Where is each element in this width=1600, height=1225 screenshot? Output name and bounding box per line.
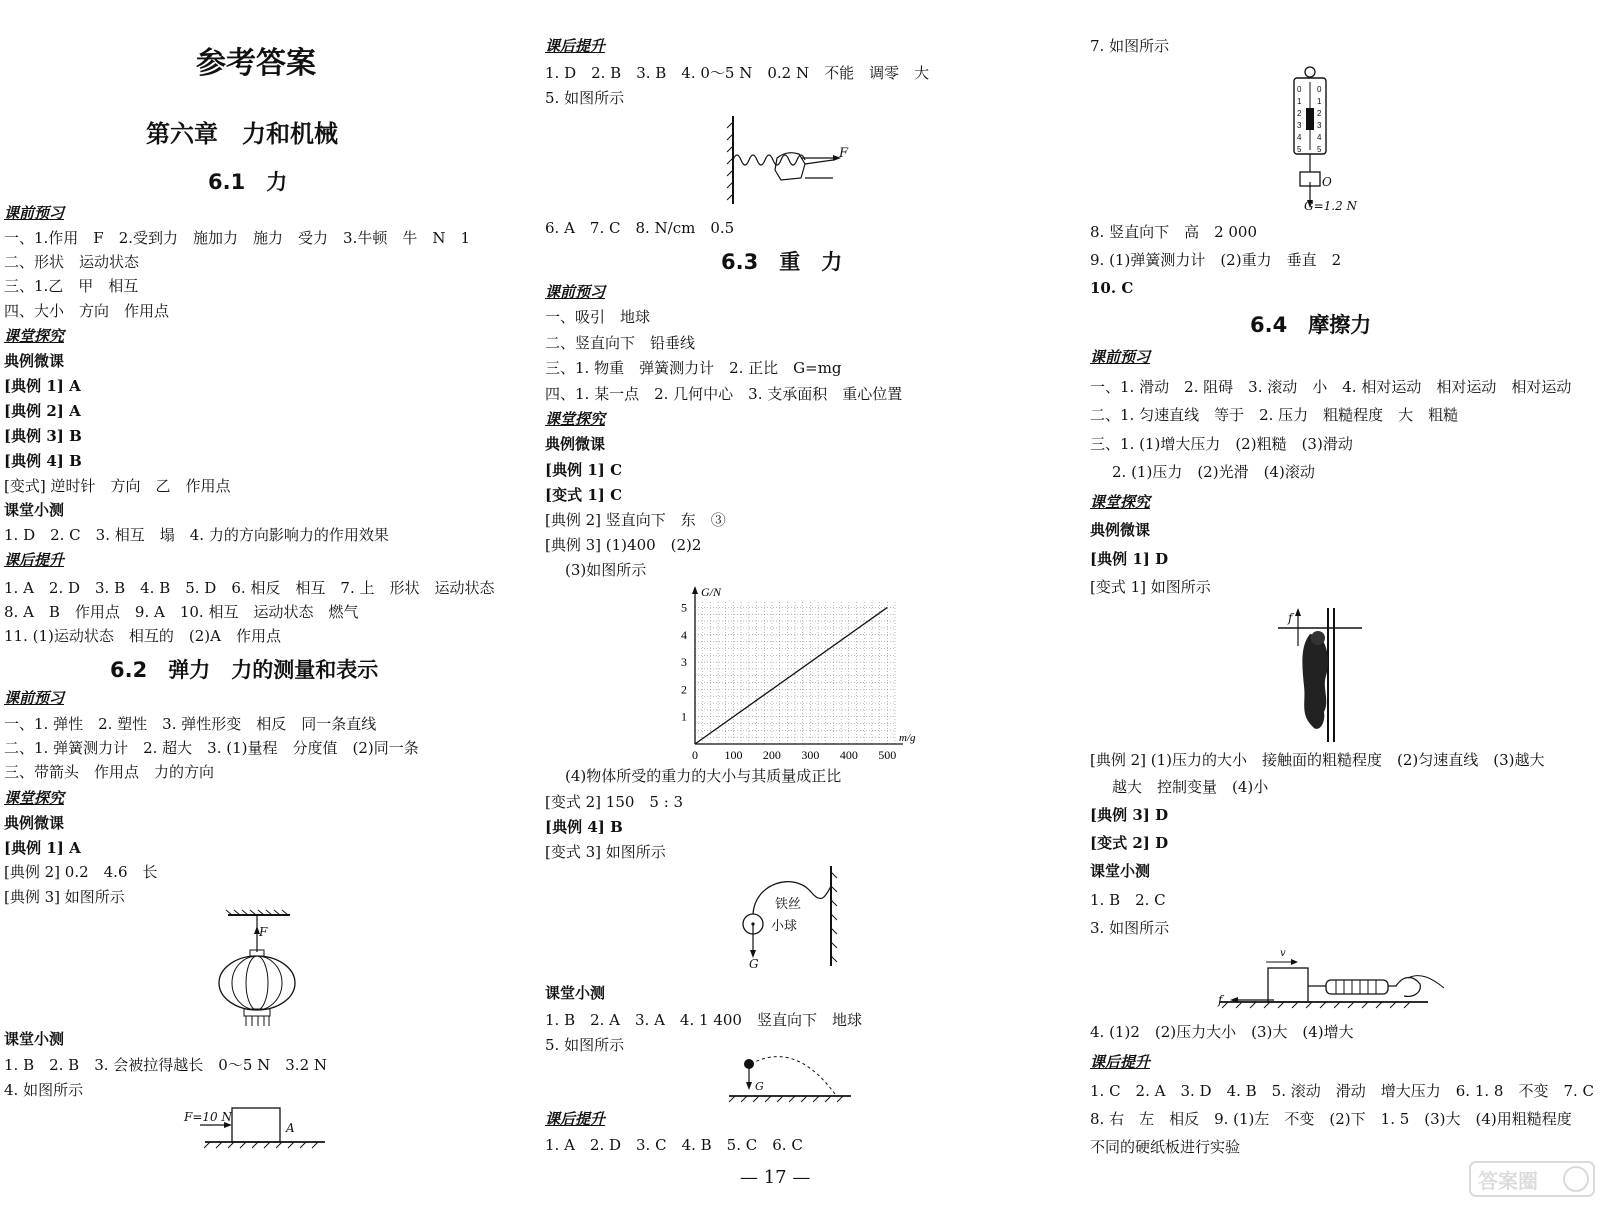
answer-line: 一、1. 弹性 2. 塑性 3. 弹性形变 相反 同一条直线 bbox=[4, 715, 377, 733]
gravity-label: G bbox=[749, 957, 759, 971]
answer-line: 3. 如图所示 bbox=[1090, 919, 1170, 937]
ball-label: 小球 bbox=[771, 919, 798, 934]
svg-text:4: 4 bbox=[1297, 133, 1302, 142]
answer-line: 7. 如图所示 bbox=[1090, 37, 1170, 55]
x-tick-label: 500 bbox=[878, 748, 897, 762]
label-examples: 典例微课 bbox=[4, 352, 65, 370]
answer-line: [典例 4] B bbox=[545, 818, 623, 836]
answer-line: 6. A 7. C 8. N/cm 0.5 bbox=[545, 219, 735, 237]
label-quiz: 课堂小测 bbox=[4, 501, 65, 519]
label-explore: 课堂探究 bbox=[4, 789, 65, 807]
answer-line: (3)如图所示 bbox=[565, 561, 647, 579]
svg-text:5: 5 bbox=[1317, 145, 1322, 154]
answer-line: [变式 1] 如图所示 bbox=[1090, 578, 1211, 596]
label-preview: 课前预习 bbox=[545, 283, 606, 301]
answer-line: 8. 竖直向下 高 2 000 bbox=[1090, 223, 1258, 241]
svg-text:5: 5 bbox=[1297, 145, 1302, 154]
answer-line: 1. B 2. B 3. 会被拉得越长 0～5 N 3.2 N bbox=[4, 1056, 328, 1074]
section-heading-6-3: 6.3 重 力 bbox=[721, 250, 843, 274]
answer-line: [典例 1] C bbox=[545, 461, 623, 479]
label-after-class: 课后提升 bbox=[545, 37, 606, 55]
section-heading-6-1: 6.1 力 bbox=[208, 170, 288, 194]
velocity-label: v bbox=[1280, 948, 1286, 959]
x-tick-label: 300 bbox=[801, 748, 820, 762]
page-number: — 17 — bbox=[740, 1167, 811, 1188]
point-label: O bbox=[1322, 175, 1332, 189]
force-label: F bbox=[839, 146, 849, 161]
answer-line: 一、1. 滑动 2. 阻碍 3. 滚动 小 4. 相对运动 相对运动 相对运动 bbox=[1090, 378, 1572, 396]
label-preview: 课前预习 bbox=[4, 204, 65, 222]
answer-line: 1. B 2. A 3. A 4. 1 400 竖直向下 地球 bbox=[545, 1011, 862, 1029]
answer-line: 三、1. 物重 弹簧测力计 2. 正比 G=mg bbox=[545, 359, 842, 377]
gravity-mass-chart bbox=[655, 582, 915, 762]
answer-line: 一、1.作用 F 2.受到力 施加力 施力 受力 3.牛顿 牛 N 1 bbox=[4, 229, 471, 247]
watermark-text: 答案圈 bbox=[1478, 1169, 1538, 1193]
point-label: A bbox=[286, 1121, 295, 1135]
answer-line: [典例 1] A bbox=[4, 377, 81, 395]
y-tick-label: 5 bbox=[681, 600, 687, 615]
friction-label: f bbox=[1288, 611, 1293, 625]
answer-line: 一、吸引 地球 bbox=[545, 308, 651, 326]
answer-line: [典例 2] 竖直向下 东 ③ bbox=[545, 511, 726, 529]
answer-line: [典例 3] D bbox=[1090, 806, 1169, 824]
label-after-class: 课后提升 bbox=[1090, 1053, 1151, 1071]
y-axis-label: G/N bbox=[701, 585, 722, 599]
column-left bbox=[0, 0, 520, 1225]
answer-line: 1. C 2. A 3. D 4. B 5. 滚动 滑动 增大压力 6. 1. 8 不变 7. C bbox=[1090, 1082, 1595, 1100]
answer-line: [典例 4] B bbox=[4, 452, 82, 470]
answer-line: 4. (1)2 (2)压力大小 (3)大 (4)增大 bbox=[1090, 1023, 1354, 1041]
gravity-label: G=1.2 N bbox=[1304, 199, 1358, 213]
answer-line: 10. C bbox=[1090, 279, 1134, 297]
x-tick-label: 200 bbox=[762, 748, 781, 762]
answer-line: 二、竖直向下 铅垂线 bbox=[545, 334, 696, 352]
force-label: F bbox=[259, 925, 268, 939]
answer-line: 四、1. 某一点 2. 几何中心 3. 支承面积 重心位置 bbox=[545, 385, 903, 403]
answer-line: 不同的硬纸板进行实验 bbox=[1090, 1138, 1241, 1156]
answer-line: [典例 3] 如图所示 bbox=[4, 888, 125, 906]
answer-line: 越大 控制变量 (4)小 bbox=[1112, 778, 1269, 796]
force-label: F=10 N bbox=[184, 1110, 232, 1124]
answer-line: 1. B 2. C bbox=[1090, 891, 1166, 909]
answer-line: [变式 2] D bbox=[1090, 834, 1169, 852]
answer-line: 二、1. 匀速直线 等于 2. 压力 粗糙程度 大 粗糙 bbox=[1090, 406, 1459, 424]
watermark-logo bbox=[1468, 1160, 1596, 1220]
svg-text:0: 0 bbox=[1297, 85, 1302, 94]
answer-line: 9. (1)弹簧测力计 (2)重力 垂直 2 bbox=[1090, 251, 1342, 269]
answer-line: [典例 1] D bbox=[1090, 550, 1169, 568]
answer-line: 8. A B 作用点 9. A 10. 相互 运动状态 燃气 bbox=[4, 603, 359, 621]
y-tick-label: 3 bbox=[681, 655, 687, 670]
label-quiz: 课堂小测 bbox=[1090, 862, 1151, 880]
answer-line: 1. D 2. B 3. B 4. 0～5 N 0.2 N 不能 调零 大 bbox=[545, 64, 930, 82]
svg-text:4: 4 bbox=[1317, 133, 1322, 142]
chapter-title: 第六章 力和机械 bbox=[146, 120, 338, 148]
svg-text:1: 1 bbox=[1297, 97, 1302, 106]
label-quiz: 课堂小测 bbox=[545, 984, 606, 1002]
label-preview: 课前预习 bbox=[1090, 348, 1151, 366]
section-heading-6-4: 6.4 摩擦力 bbox=[1250, 313, 1372, 337]
section-heading-6-2: 6.2 弹力 力的测量和表示 bbox=[110, 658, 379, 682]
svg-text:3: 3 bbox=[1317, 121, 1322, 130]
x-axis-label: m/g bbox=[899, 732, 916, 744]
answer-line: 三、1. (1)增大压力 (2)粗糙 (3)滑动 bbox=[1090, 435, 1353, 453]
gravity-label: G bbox=[755, 1080, 764, 1093]
answer-line: [典例 3] (1)400 (2)2 bbox=[545, 536, 702, 554]
label-explore: 课堂探究 bbox=[4, 327, 65, 345]
friction-label: f bbox=[1218, 993, 1223, 1007]
x-tick-label: 0 bbox=[692, 748, 698, 762]
label-explore: 课堂探究 bbox=[545, 410, 606, 428]
answer-line: 5. 如图所示 bbox=[545, 1036, 625, 1054]
answer-line: 2. (1)压力 (2)光滑 (4)滚动 bbox=[1112, 463, 1315, 481]
answer-line: 二、1. 弹簧测力计 2. 超大 3. (1)量程 分度值 (2)同一条 bbox=[4, 739, 419, 757]
answer-line: [典例 1] A bbox=[4, 839, 81, 857]
y-tick-label: 2 bbox=[681, 682, 687, 697]
answer-line: 四、大小 方向 作用点 bbox=[4, 302, 170, 320]
answer-line: [典例 2] A bbox=[4, 402, 81, 420]
label-after-class: 课后提升 bbox=[545, 1110, 606, 1128]
answer-line: [变式 2] 150 5 : 3 bbox=[545, 793, 684, 811]
spring-hand-figure bbox=[725, 112, 855, 208]
y-axis-arrow bbox=[692, 586, 698, 594]
answer-line: 8. 右 左 相反 9. (1)左 不变 (2)下 1. 5 (3)大 (4)用粗糙程度 bbox=[1090, 1110, 1572, 1128]
label-examples: 典例微课 bbox=[545, 435, 606, 453]
answer-line: 1. D 2. C 3. 相互 塌 4. 力的方向影响力的作用效果 bbox=[4, 526, 389, 544]
svg-text:1: 1 bbox=[1317, 97, 1322, 106]
x-tick-label: 100 bbox=[724, 748, 743, 762]
wire-label: 铁丝 bbox=[775, 897, 802, 912]
column-right bbox=[1090, 0, 1595, 1225]
answer-line: [变式] 逆时针 方向 乙 作用点 bbox=[4, 477, 231, 495]
svg-text:0: 0 bbox=[1317, 85, 1322, 94]
answer-line: [典例 3] B bbox=[4, 427, 82, 445]
svg-text:2: 2 bbox=[1297, 109, 1302, 118]
answer-line: [典例 2] (1)压力的大小 接触面的粗糙程度 (2)匀速直线 (3)越大 bbox=[1090, 751, 1545, 769]
column-middle bbox=[545, 0, 1065, 1225]
label-preview: 课前预习 bbox=[4, 689, 65, 707]
x-tick-label: 400 bbox=[839, 748, 858, 762]
label-examples: 典例微课 bbox=[1090, 521, 1151, 539]
page-title: 参考答案 bbox=[196, 46, 316, 81]
label-quiz: 课堂小测 bbox=[4, 1030, 65, 1048]
answer-line: [变式 1] C bbox=[545, 486, 623, 504]
label-examples: 典例微课 bbox=[4, 814, 65, 832]
answer-line: 1. A 2. D 3. B 4. B 5. D 6. 相反 相互 7. 上 形状 运动状态 bbox=[4, 579, 495, 597]
answer-line: 三、1.乙 甲 相互 bbox=[4, 277, 139, 295]
y-tick-label: 4 bbox=[681, 627, 687, 642]
y-tick-label: 1 bbox=[681, 709, 687, 724]
svg-text:2: 2 bbox=[1317, 109, 1322, 118]
answer-line: 1. A 2. D 3. C 4. B 5. C 6. C bbox=[545, 1136, 803, 1154]
block-pull-figure bbox=[1208, 944, 1458, 1016]
answer-line: 5. 如图所示 bbox=[545, 89, 625, 107]
label-after-class: 课后提升 bbox=[4, 551, 65, 569]
answer-line: [典例 2] 0.2 4.6 长 bbox=[4, 863, 158, 881]
svg-text:3: 3 bbox=[1297, 121, 1302, 130]
answer-line: (4)物体所受的重力的大小与其质量成正比 bbox=[565, 767, 842, 785]
answer-line: 二、形状 运动状态 bbox=[4, 253, 140, 271]
answer-line: 4. 如图所示 bbox=[4, 1081, 84, 1099]
answer-line: [变式 3] 如图所示 bbox=[545, 843, 666, 861]
projectile-figure bbox=[725, 1056, 855, 1104]
label-explore: 课堂探究 bbox=[1090, 493, 1151, 511]
answer-line: 三、带箭头 作用点 力的方向 bbox=[4, 763, 215, 781]
answer-line: 11. (1)运动状态 相互的 (2)A 作用点 bbox=[4, 627, 281, 645]
